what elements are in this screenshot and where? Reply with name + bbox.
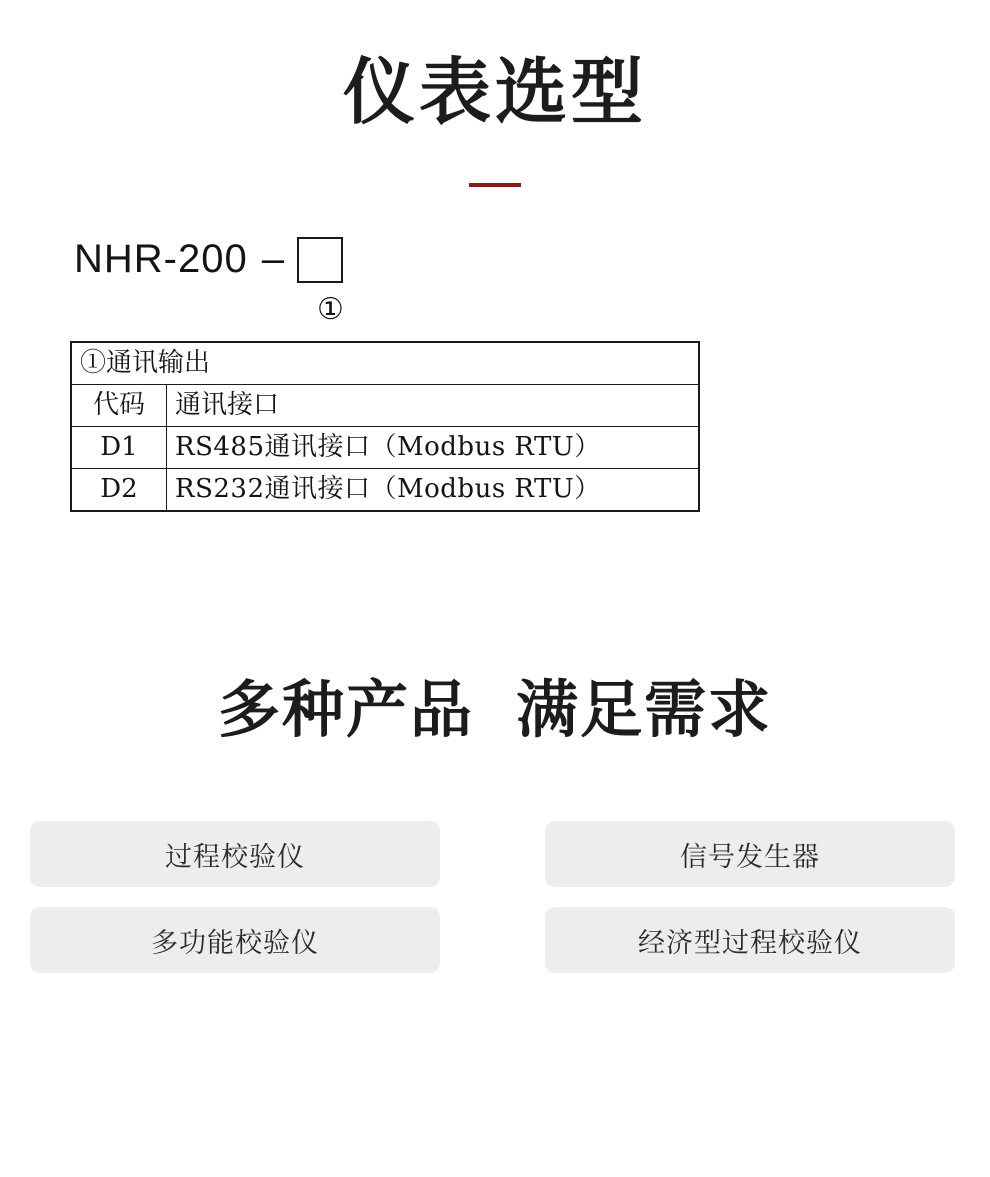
product-pill-grid [30, 821, 960, 973]
product-pill-signal-generator[interactable] [545, 821, 955, 887]
pill-label: 多功能校验仪 [151, 927, 319, 958]
model-code-text: NHR-200 [74, 237, 248, 282]
product-pill-process-calibrator[interactable] [30, 821, 440, 887]
product-pill-multifunction-calibrator[interactable] [30, 907, 440, 973]
pill-label: 信号发生器 [680, 841, 820, 872]
table-column-row [71, 384, 699, 426]
section-heading-left: 多种产品 [217, 676, 474, 746]
communication-output-table [70, 341, 700, 512]
column-header-interface: 通讯接口 [167, 384, 700, 426]
row-desc-d2: RS232通讯接口（Modbus RTU） [167, 469, 700, 512]
circle-one-marker: ① [317, 291, 344, 327]
model-dash: – [261, 237, 285, 282]
model-code-block [0, 231, 990, 325]
row-code-d1: D1 [71, 426, 167, 468]
pill-label: 经济型过程校验仪 [638, 927, 862, 958]
page-title: 仪表选型 [342, 53, 647, 133]
model-code-line [74, 231, 990, 289]
row-code-d2: D2 [71, 469, 167, 512]
row-desc-d1: RS485通讯接口（Modbus RTU） [167, 426, 700, 468]
section-heading [0, 512, 990, 749]
column-header-code: 代码 [71, 384, 167, 426]
pill-label: 过程校验仪 [165, 841, 305, 872]
title-divider [469, 183, 521, 187]
model-option-box [297, 237, 343, 283]
table-row [71, 426, 699, 468]
section-heading-right: 满足需求 [516, 676, 773, 746]
table-row [71, 469, 699, 512]
model-box-marker-row [74, 291, 990, 327]
table-title-cell: ①通讯输出 [71, 342, 699, 385]
spec-table-wrapper [0, 341, 990, 512]
product-pill-economy-process-calibrator[interactable] [545, 907, 955, 973]
table-header-row [71, 342, 699, 385]
